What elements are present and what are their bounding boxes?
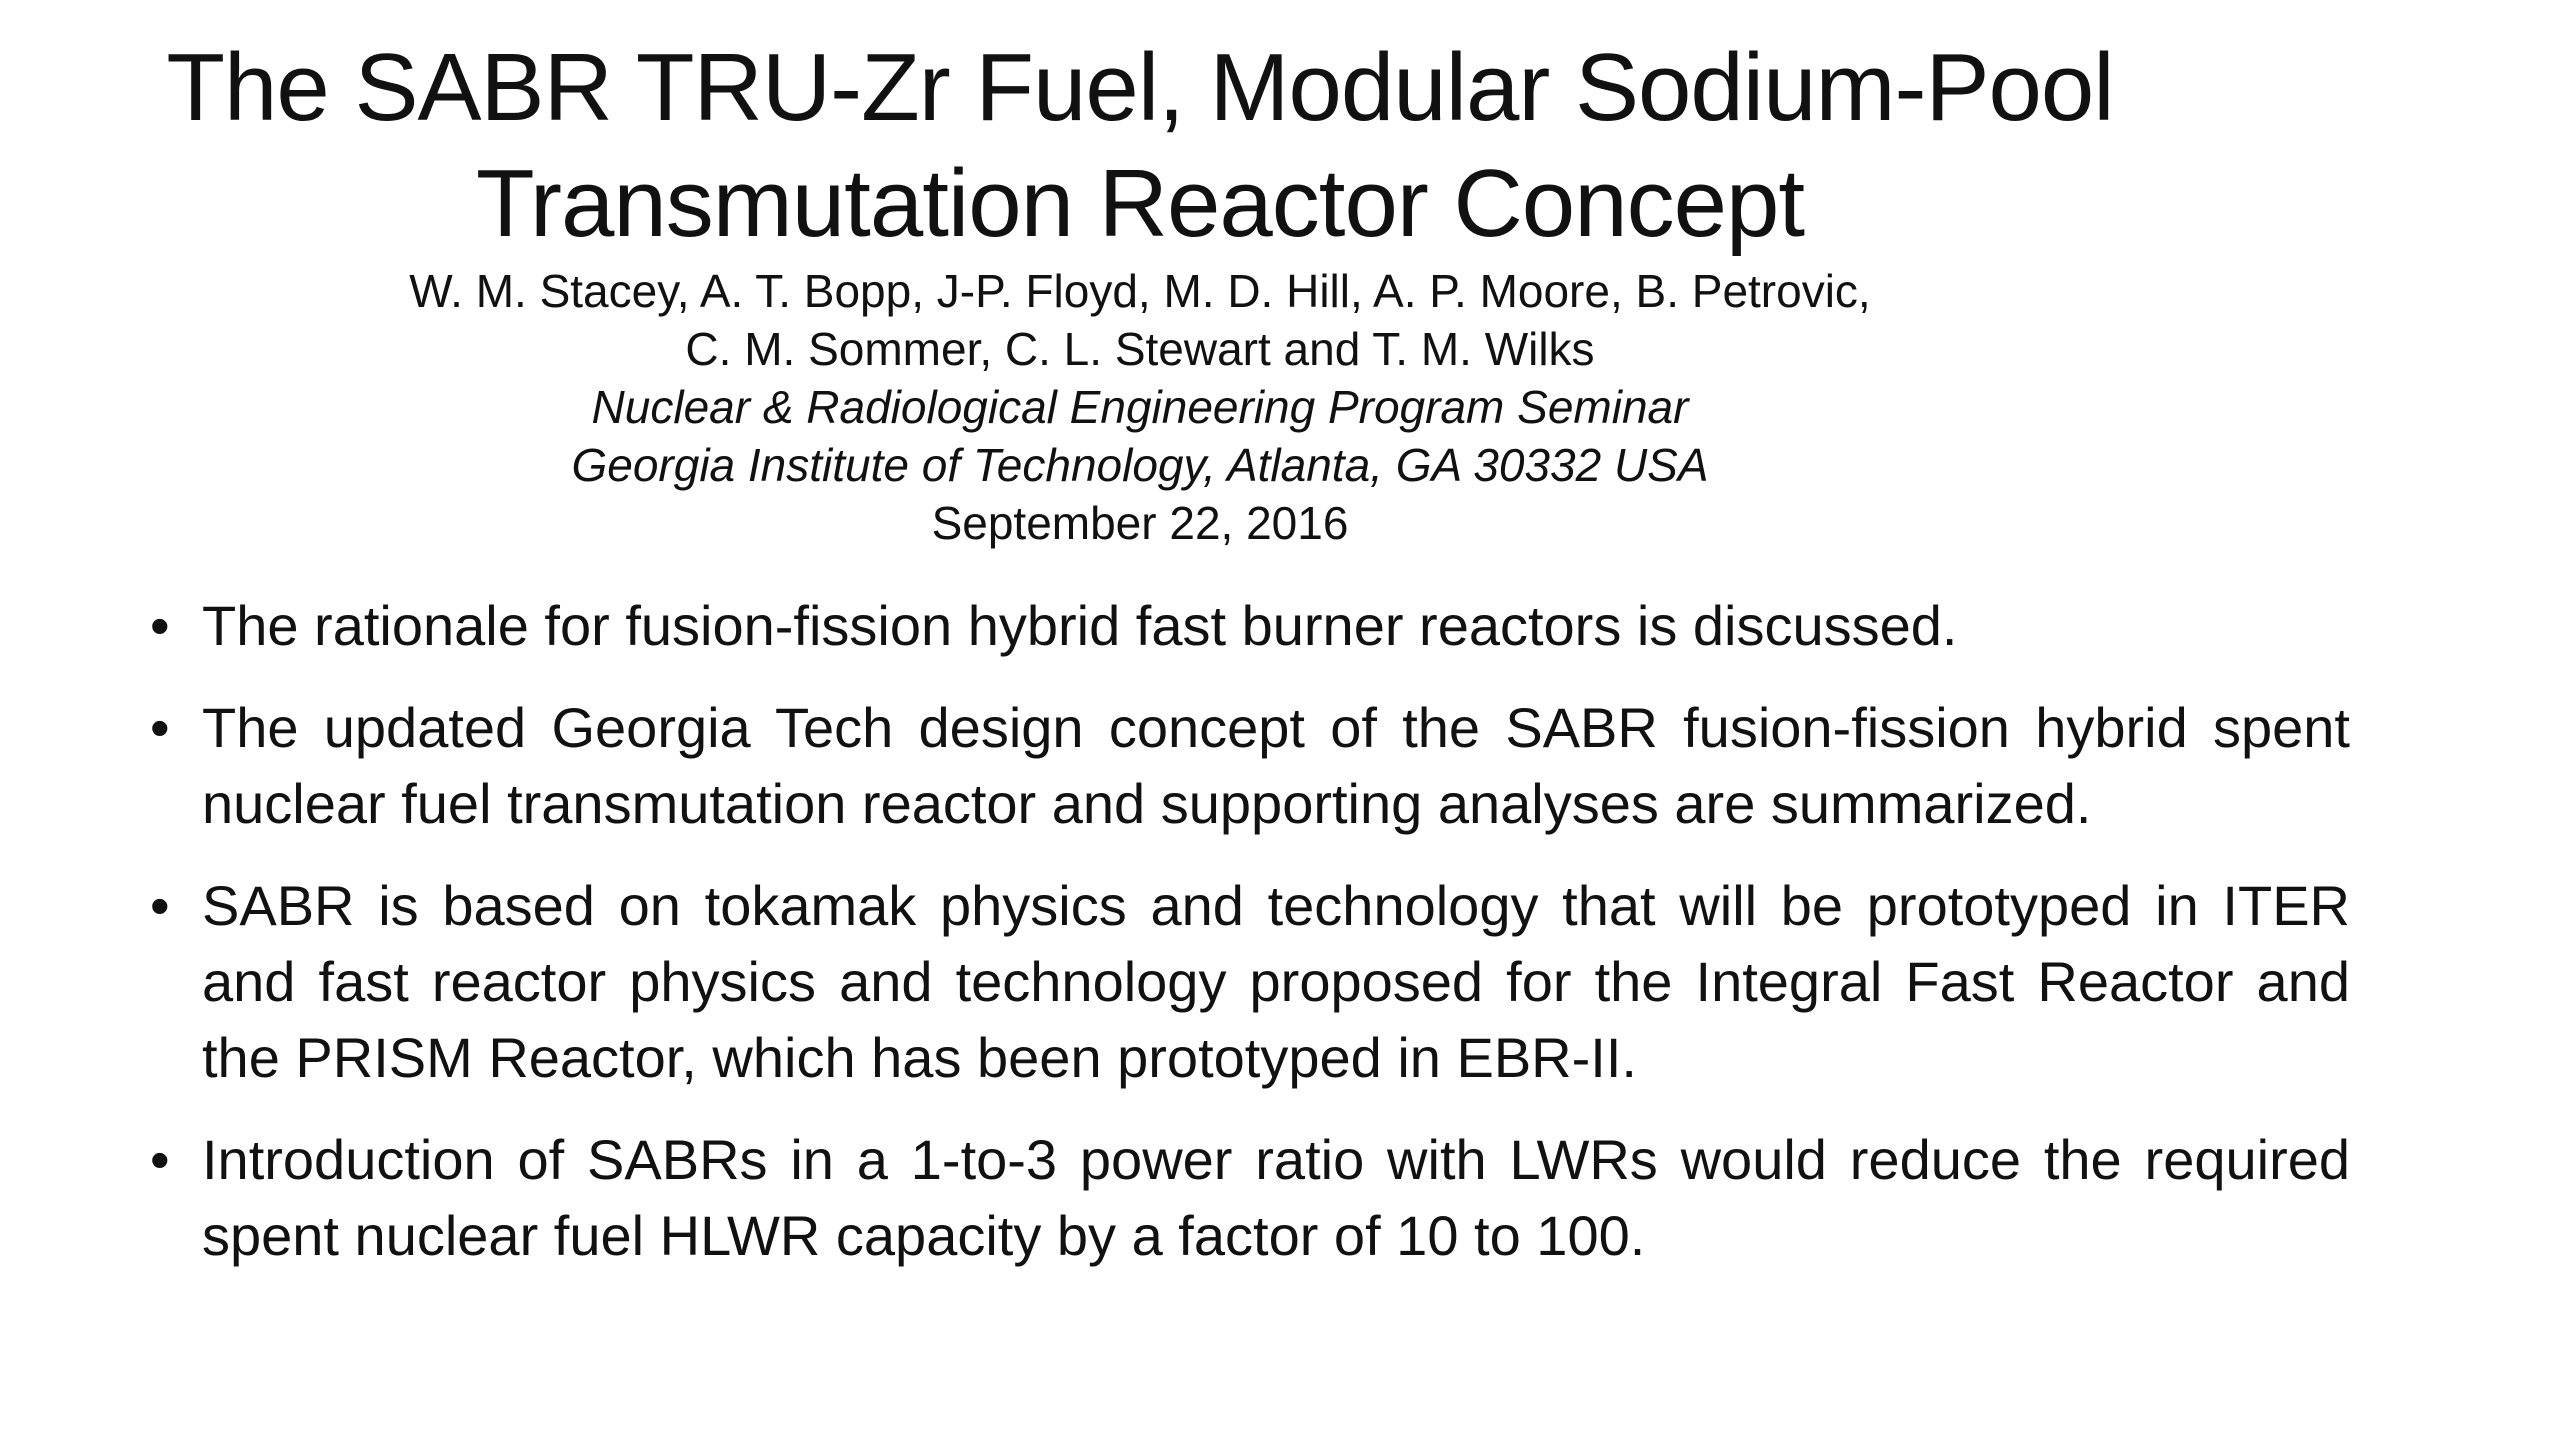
bullet-item — [150, 690, 2350, 842]
bullet-text: The updated Georgia Tech design concept of the SABR fusion-fission hybrid spent nuclear fuel transmutation reactor and supporting analyses are summarized. — [202, 696, 2350, 835]
slide-title — [140, 30, 2140, 262]
bullet-text: The rationale for fusion-fission hybrid fast burner reactors is discussed. — [202, 594, 1958, 657]
bullet-text: SABR is based on tokamak physics and technology that will be prototyped in ITER and fast reactor physics and technology proposed for the Integral Fast Reactor and the PRISM Reactor, which has been prototyped in EBR-II. — [202, 874, 2350, 1089]
bullet-icon: • — [150, 696, 170, 759]
bullet-icon: • — [150, 594, 170, 657]
bullet-text: Introduction of SABRs in a 1-to-3 power ratio with LWRs would reduce the required spent nuclear fuel HLWR capacity by a factor of 10 to 100. — [202, 1128, 2350, 1267]
title-line-2: Transmutation Reactor Concept — [475, 150, 1805, 257]
event-name: Nuclear & Radiological Engineering Program Seminar — [591, 381, 1689, 433]
bullet-icon: • — [150, 1128, 170, 1191]
institution: Georgia Institute of Technology, Atlanta, GA 30332 USA — [571, 439, 1709, 491]
authors-line-2: C. M. Sommer, C. L. Stewart and T. M. Wilks — [685, 323, 1595, 375]
title-line-1: The SABR TRU-Zr Fuel, Modular Sodium-Pool — [166, 34, 2114, 141]
bullet-item — [150, 588, 2350, 664]
byline-block — [240, 262, 2040, 552]
bullet-icon: • — [150, 874, 170, 937]
authors-line-1: W. M. Stacey, A. T. Bopp, J-P. Floyd, M. D. Hill, A. P. Moore, B. Petrovic, — [409, 265, 1871, 317]
bullet-item — [150, 868, 2350, 1096]
date: September 22, 2016 — [931, 497, 1349, 549]
bullet-list — [150, 588, 2350, 1300]
bullet-item — [150, 1122, 2350, 1274]
